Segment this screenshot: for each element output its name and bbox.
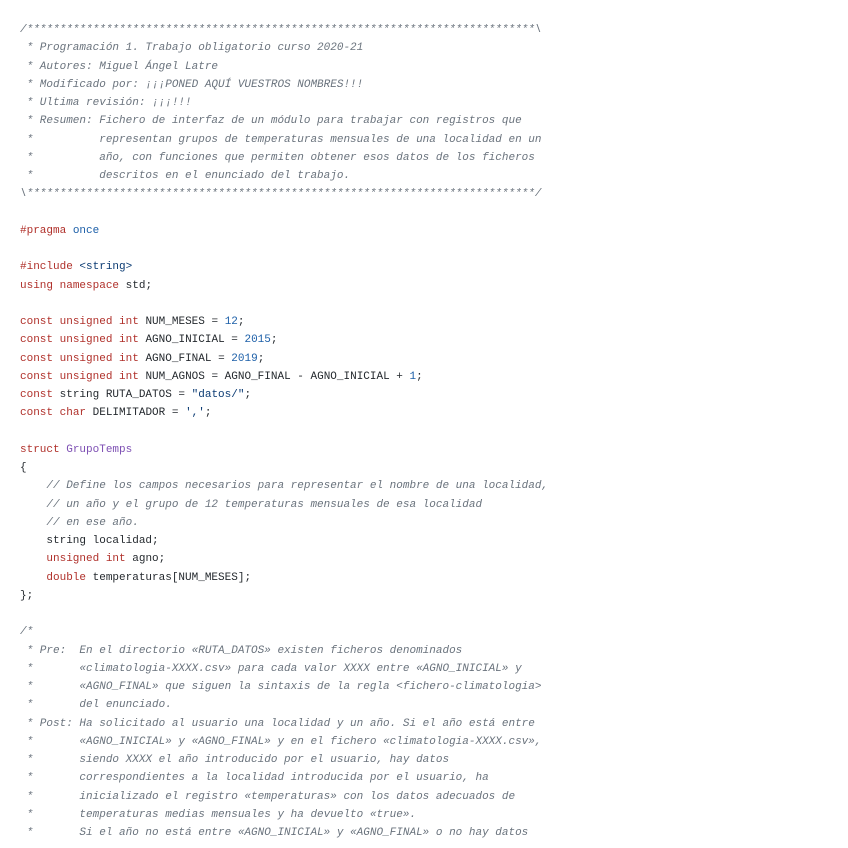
code-token: 2015	[244, 334, 271, 347]
code-token	[20, 499, 46, 511]
code-token: const	[20, 389, 54, 401]
code-line	[20, 404, 548, 422]
code-token: * descritos en el enunciado del trabajo.	[20, 170, 351, 182]
code-token: NUM_MESES =	[138, 316, 225, 328]
code-token: ;	[416, 370, 423, 383]
code-line	[20, 240, 548, 258]
code-token: AGNO_FINAL =	[138, 352, 232, 365]
code-line	[20, 76, 548, 94]
code-line	[20, 423, 548, 441]
code-line	[20, 94, 548, 112]
code-token: * temperaturas medias mensuales y ha devuelto «true».	[20, 808, 417, 821]
code-line	[20, 112, 548, 130]
code-line	[20, 496, 548, 514]
code-token: * siendo XXXX el año introducido por el usuario, hay datos	[20, 754, 450, 766]
code-token: * Programación 1. Trabajo obligatorio curso 2020-21	[20, 42, 364, 55]
code-line	[20, 532, 548, 550]
code-token: ;	[270, 334, 278, 347]
code-line	[20, 167, 548, 185]
code-token: * Post: Ha solicitado al usuario una localidad y un año. Si el año está entre	[20, 717, 535, 730]
code-line	[20, 587, 548, 605]
code-line	[20, 21, 548, 39]
code-line	[20, 715, 548, 733]
code-token: std;	[119, 279, 153, 292]
code-token: once	[72, 224, 100, 237]
code-line	[20, 769, 548, 787]
code-line	[20, 696, 548, 714]
code-token: agno;	[125, 553, 166, 566]
code-token: // en ese año.	[46, 516, 139, 529]
code-token	[53, 407, 60, 419]
code-token: int	[119, 352, 139, 365]
code-token: };	[20, 589, 34, 602]
code-token: int	[119, 370, 139, 383]
code-token: * año, con funciones que permiten obtener esos datos de los ficheros	[20, 151, 535, 164]
code-token: * inicializado el registro «temperaturas» con los datos adecuados de	[20, 790, 516, 803]
code-line	[20, 459, 548, 477]
code-editor[interactable]	[20, 21, 548, 842]
code-line	[20, 514, 548, 532]
code-token: ;	[204, 407, 212, 420]
code-token: NUM_AGNOS = AGNO_FINAL - AGNO_INICIAL +	[138, 370, 410, 383]
code-line	[20, 751, 548, 769]
code-token	[53, 371, 60, 383]
code-token: * correspondientes a la localidad introducida por el usuario, ha	[20, 772, 489, 785]
code-token	[20, 572, 46, 584]
code-token: double	[46, 571, 87, 584]
code-token: int	[119, 334, 139, 347]
code-token: // Define los campos necesarios para representar el nombre de una localidad,	[46, 480, 549, 493]
code-token: * Pre: En el directorio «RUTA_DATOS» existen ficheros denominados	[20, 644, 463, 657]
code-token: unsigned	[59, 334, 113, 347]
code-line	[20, 642, 548, 660]
code-line	[20, 550, 548, 568]
code-token	[53, 353, 60, 365]
code-line	[20, 477, 548, 495]
code-token: * Ultima revisión: ¡¡¡!!!	[20, 97, 192, 109]
code-token	[53, 334, 60, 346]
code-line	[20, 824, 548, 842]
code-token: int	[119, 316, 139, 328]
code-token: 1	[409, 370, 417, 383]
code-token: int	[105, 553, 126, 566]
code-token: {	[20, 462, 27, 474]
code-token: const	[20, 316, 54, 328]
code-token: const	[20, 334, 54, 347]
code-token: using	[20, 279, 54, 292]
code-line	[20, 58, 548, 76]
code-line	[20, 331, 548, 349]
code-token: temperaturas[NUM_MESES];	[86, 571, 252, 584]
code-token: ;	[257, 352, 265, 365]
code-token: unsigned	[59, 370, 113, 383]
code-token: string localidad;	[20, 535, 159, 547]
code-token: unsigned	[59, 316, 113, 328]
code-line	[20, 131, 548, 149]
code-line	[20, 222, 548, 240]
code-token: namespace	[59, 279, 120, 292]
code-token: #include	[20, 261, 73, 274]
code-token: \*****************************************************************************/	[20, 188, 542, 201]
code-token: const	[20, 370, 54, 383]
code-token: ;	[244, 389, 252, 401]
code-token: * «AGNO_INICIAL» y «AGNO_FINAL» y en el fichero «climatologia-XXXX.csv»,	[20, 735, 542, 748]
code-line	[20, 295, 548, 313]
code-token: * «AGNO_FINAL» que siguen la sintaxis de la regla <fichero-climatologia>	[20, 681, 542, 693]
code-line	[20, 605, 548, 623]
code-token	[20, 553, 46, 565]
code-token: ;	[237, 316, 245, 328]
code-token: * Resumen: Fichero de interfaz de un módulo para trabajar con registros que	[20, 115, 522, 128]
code-token: AGNO_INICIAL =	[138, 334, 245, 347]
code-line	[20, 149, 548, 167]
code-token: const	[20, 407, 54, 420]
code-token: * del enunciado.	[20, 699, 172, 712]
code-token: * Modificado por: ¡¡¡PONED AQUÍ VUESTROS NOMBRES!!!	[20, 78, 364, 91]
code-line	[20, 204, 548, 222]
code-token: <string>	[79, 261, 133, 274]
code-line	[20, 277, 548, 295]
code-line	[20, 733, 548, 751]
code-token: 2019	[231, 352, 258, 365]
code-line	[20, 569, 548, 587]
code-token	[20, 517, 46, 529]
code-line	[20, 806, 548, 824]
code-token: /*	[20, 626, 34, 639]
code-token: * representan grupos de temperaturas mensuales de una localidad en un	[20, 133, 542, 146]
code-token: /*****************************************************************************\	[20, 24, 542, 36]
code-line	[20, 788, 548, 806]
code-token	[66, 225, 73, 237]
code-line	[20, 313, 548, 331]
code-line	[20, 368, 548, 386]
code-line	[20, 386, 548, 404]
code-token: unsigned	[59, 352, 113, 365]
code-token: DELIMITADOR =	[86, 407, 186, 420]
code-line	[20, 39, 548, 57]
code-line	[20, 258, 548, 276]
code-token: * «climatologia-XXXX.csv» para cada valor XXXX entre «AGNO_INICIAL» y	[20, 662, 522, 675]
code-token: 12	[224, 316, 238, 328]
code-token	[20, 480, 46, 492]
code-token: * Autores: Miguel Ángel Latre	[20, 60, 219, 73]
code-line	[20, 660, 548, 678]
code-token	[53, 316, 60, 328]
code-token	[99, 553, 106, 565]
code-token: char	[59, 407, 87, 420]
code-token: // un año y el grupo de 12 temperaturas mensuales de esa localidad	[46, 498, 483, 511]
code-token: ','	[185, 407, 205, 420]
code-line	[20, 350, 548, 368]
code-line	[20, 623, 548, 641]
code-token	[53, 280, 60, 292]
code-token: "datos/"	[191, 389, 245, 401]
code-token: const	[20, 352, 54, 365]
code-token: #pragma	[20, 224, 67, 237]
code-token: * Si el año no está entre «AGNO_INICIAL» y «AGNO_FINAL» o no hay datos	[20, 827, 529, 839]
code-token: unsigned	[46, 553, 100, 566]
code-line	[20, 678, 548, 696]
code-token: string RUTA_DATOS =	[53, 389, 192, 401]
code-token: GrupoTemps	[66, 443, 133, 456]
code-line	[20, 441, 548, 459]
code-token: struct	[20, 443, 60, 456]
code-line	[20, 185, 548, 203]
